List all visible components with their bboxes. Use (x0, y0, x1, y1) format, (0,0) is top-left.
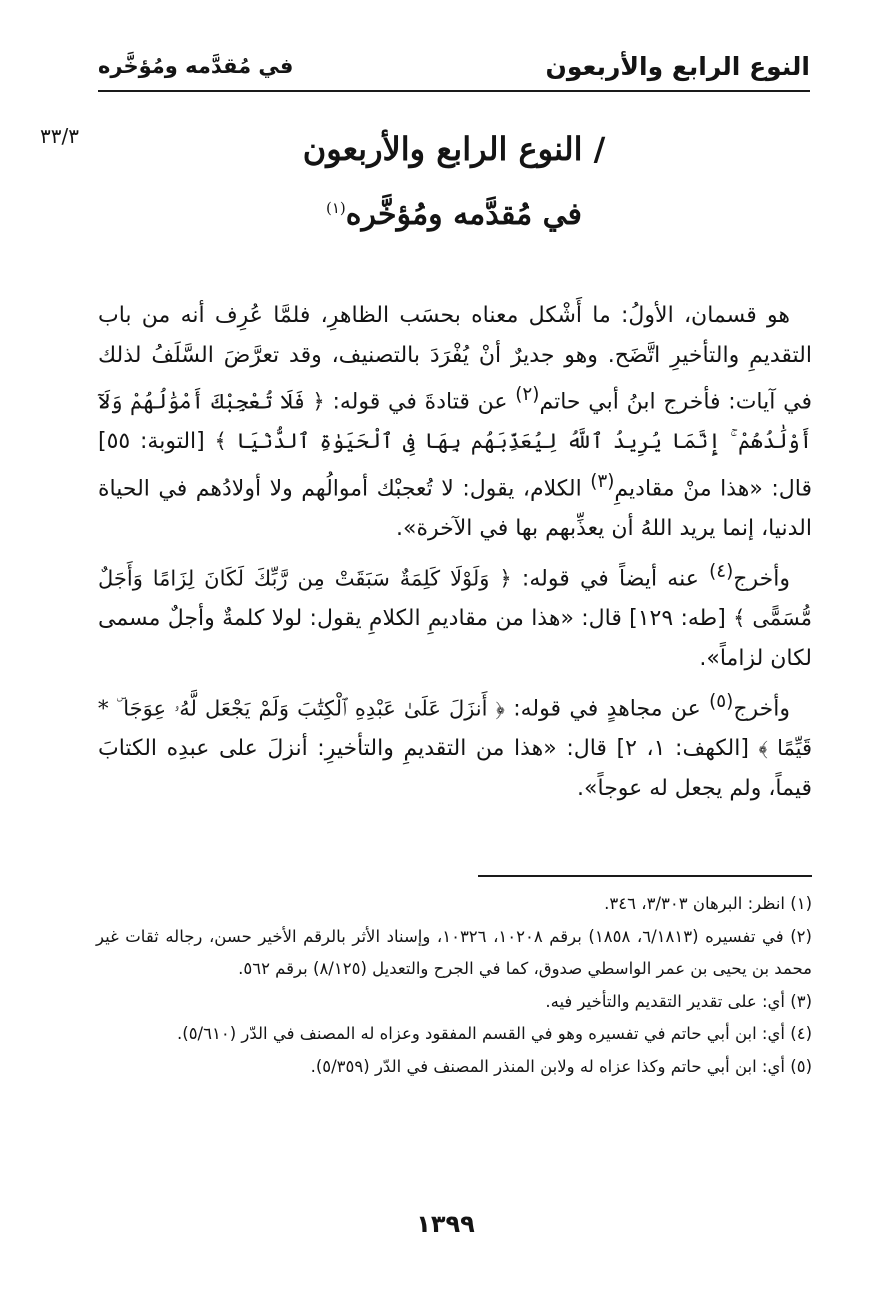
chapter-subtitle (98, 184, 810, 239)
quran-verse-taha: ﴿ وَلَوْلَا كَلِمَةٌ سَبَقَتْ مِن رَّبِّكَ لَكَانَ لِزَامًا وَأَجَلٌ مُّسَمًّى ﴾ (98, 566, 812, 631)
quran-verse-tawba: ﴿ فَلَا تُعْجِبْكَ أَمْوَٰلُهُمْ وَلَآ أَوْلَٰدُهُمْ ۚ إِنَّمَا يُرِيدُ ٱللَّهُ لِيُعَذِّبَهُم بِهَا فِى ٱلْحَيَوٰةِ ٱلدُّنْيَا ﴾ (98, 389, 813, 454)
footnote-ref-3: (٣) (590, 470, 615, 492)
paragraph-1 (98, 296, 812, 548)
paragraph-3-text-a: وأخرج (733, 696, 790, 722)
footnote-divider (478, 875, 812, 877)
paragraph-1-text-a: هو قسمان، الأولُ: ما أَشْكل معناه بحسَب الظاهرِ، فلمَّا عُرِف أنه من باب التقديمِ والتأخيرِ اتَّضَح. وهو جديرٌ أنْ يُفْرَدَ بالتصنيف، وقد تعرَّضَ السَّلَفُ لذلك في آيات: فأخرج ابنُ أبي حاتم (98, 303, 812, 415)
footnote-1: (١) انظر: البرهان ٣/٣٠٣، ٣٤٦. (604, 894, 812, 913)
paragraph-2-text-b: عنه أيضاً في قوله: (511, 566, 710, 592)
footnote-ref-2: (٢) (515, 384, 540, 406)
page-number: ١٣٩٩ (416, 1210, 475, 1238)
paragraph-3-text-b: عن مجاهدٍ في قوله: (504, 696, 710, 722)
main-text (98, 296, 812, 808)
footnotes (96, 888, 812, 1083)
running-head (98, 40, 810, 92)
running-head-chapter: النوع الرابع والأربعون (545, 52, 810, 81)
footnote-ref-4: (٤) (709, 561, 734, 583)
paragraph-2-text-c: [طه: ١٢٩] قال: «هذا من مقاديمِ الكلامِ يقول: لولا كلمةٌ وأجلٌ مسمى لكان لزاماً». (98, 606, 812, 671)
footnote-5: (٥) أي: ابن أبي حاتم وكذا عزاه له ولابن المنذر المصنف في الدّر (٥/٣٥٩). (310, 1056, 812, 1076)
paragraph-2-text-a: وأخرج (733, 566, 790, 592)
footnote-ref-1: (١) (325, 199, 346, 217)
footnote-4: (٤) أي: ابن أبي حاتم في تفسيره وهو في القسم المفقود وعزاه له المصنف في الدّر (٥/٦١٠). (177, 1024, 812, 1043)
margin-volume-page-ref: ٣٣/٣ (40, 124, 79, 148)
chapter-title: / النوع الرابع والأربعون (302, 130, 606, 168)
paragraph-3 (98, 682, 812, 808)
running-head-subtitle: في مُقدَّمه ومُؤخَّره (98, 54, 294, 78)
paragraph-1-text-b: عن قتادةَ في قوله: (324, 389, 516, 415)
footnote-2: (٢) في تفسيره (٦/١٨١٣، ١٨٥٨) برقم ١٠٢٠٨، ١٠٣٢٦، وإسناد الأثر بالرقم الأخير حسن، رجاله ثقات غير محمد بن يحيى بن عمر الواسطي صدوق، كما في الجرح والتعديل (٨/١٢٥) برقم ٥٦٢. (96, 926, 812, 978)
paragraph-2 (98, 552, 812, 678)
chapter-title-block (98, 124, 810, 239)
quran-verse-kahf: ﴿ أَنزَلَ عَلَىٰ عَبْدِهِ ٱلْكِتَٰبَ وَلَمْ يَجْعَل لَّهُۥ عِوَجَا ۜ * قَيِّمًا ﴾ (98, 696, 812, 761)
paragraph-1-text-d: الكلام، يقول: لا تُعجبْك أموالُهم ولا أولادُهم في الحياة الدنيا، إنما يريد اللهُ أن يعذِّبهم بها في الآخرة». (98, 476, 812, 541)
paragraph-3-text-c: [الكهف: ١، ٢] قال: «هذا من التقديمِ والتأخيرِ: أنزلَ على عبدِه الكتابَ قيماً، ولم يجعل له عوجاً». (98, 736, 812, 801)
paragraph-1-text-c: [التوبة: ٥٥] قال: «هذا منْ مقاديمِ (98, 429, 812, 502)
chapter-subtitle-text: في مُقدَّمه ومُؤخَّره (345, 197, 583, 232)
footnote-3: (٣) أي: على تقدير التقديم والتأخير فيه. (545, 991, 812, 1011)
footnote-ref-5: (٥) (709, 691, 734, 713)
